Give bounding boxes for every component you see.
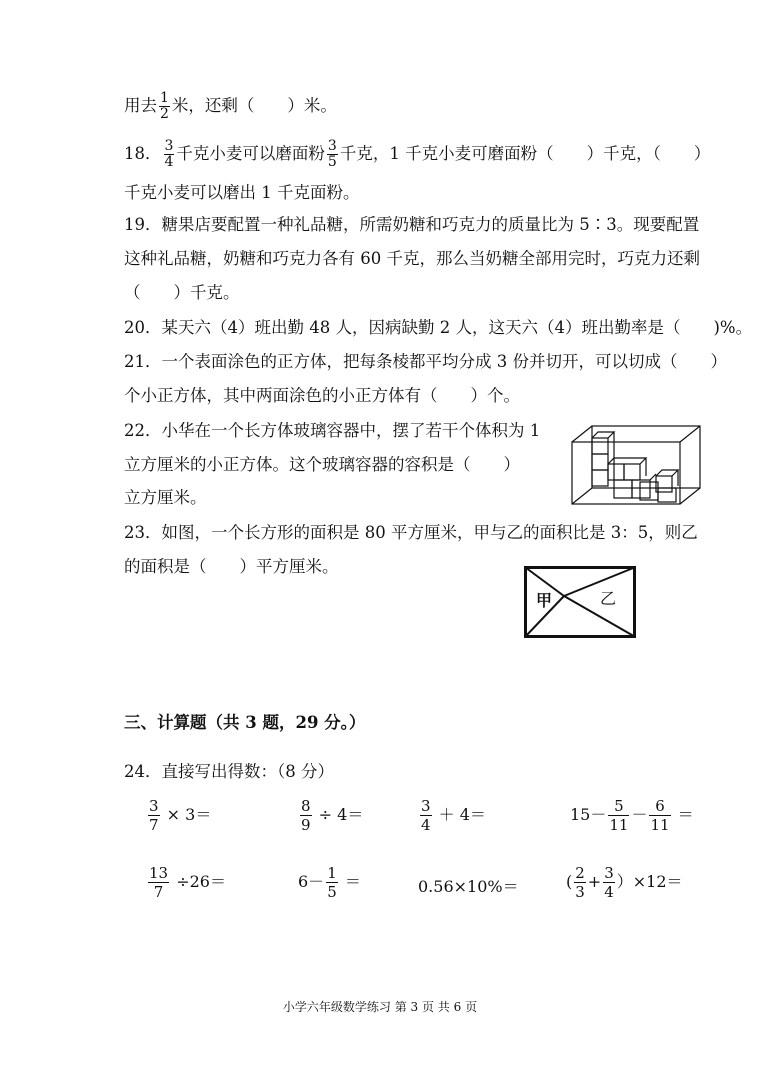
section-3-title: 三、计算题（共 3 题，29 分。）: [124, 713, 366, 732]
page-footer: 小学六年级数学练习 第 3 页 共 6 页: [282, 1000, 478, 1014]
label-yi: 乙: [600, 589, 617, 608]
label-jia: 甲: [536, 591, 553, 610]
q18-fraction-1: $\frac{3}{4}$: [164, 138, 174, 170]
q22-line2: 立方厘米的小正方体。这个玻璃容器的容积是（ ）: [124, 455, 520, 474]
q23-line1: 23．如图，一个长方形的面积是 80 平方厘米，甲与乙的面积比是 3：5，则乙: [124, 523, 698, 542]
q24-title: 24．直接写出得数：（8 分）: [124, 762, 334, 781]
q18-fraction-2: $\frac{3}{5}$: [327, 138, 337, 170]
calc-8: ( $\frac{2}{3}$ + $\frac{3}{4}$ ）×12＝: [566, 864, 683, 901]
q17-text-pre: 用去: [124, 96, 157, 115]
q19-line3: （ ）千克。: [124, 283, 240, 302]
calc-5: $\frac{13}{7}$ ÷26＝: [149, 864, 226, 901]
q19-line1: 19．糖果店要配置一种礼品糖，所需奶糖和巧克力的质量比为 5∶3。现要配置: [124, 215, 700, 234]
calc-6: 6－ $\frac{1}{5}$ ＝: [298, 864, 361, 901]
q21-line1: 21．一个表面涂色的正方体，把每条棱都平均分成 3 份并切开，可以切成（ ）: [124, 352, 727, 371]
q22-line1: 22．小华在一个长方体玻璃容器中，摆了若干个体积为 1: [124, 421, 541, 440]
q21-line2: 个小正方体，其中两面涂色的小正方体有（ ）个。: [124, 386, 520, 405]
q17-fraction: $\frac{1}{2}$: [160, 90, 169, 122]
calc-1: $\frac{3}{7}$ × 3＝: [149, 797, 212, 834]
q20-line1: 20．某天六（4）班出勤 48 人，因病缺勤 2 人，这天六（4）班出勤率是（ )%。: [124, 318, 753, 337]
q17-tail-line: [124, 91, 337, 122]
q23-line2: 的面积是（ ）平方厘米。: [124, 557, 339, 576]
q23-rectangle-figure: [524, 566, 636, 638]
q19-line2: 这种礼品糖，奶糖和巧克力各有 60 千克，那么当奶糖全部用完时，巧克力还剩: [124, 249, 700, 268]
q18-line1: 18． $\frac{3}{4}$ 千克小麦可以磨面粉 $\frac{3}{5}$ 千克，1 千克小麦可磨面粉（ ）千克，（ ）: [124, 138, 711, 170]
q22-line3: 立方厘米。: [124, 488, 207, 507]
calc-7: 0.56×10%＝: [418, 877, 519, 896]
calc-3: $\frac{3}{4}$ ＋ 4＝: [421, 797, 486, 834]
q17-text-post: 米，还剩（ ）米。: [171, 96, 337, 115]
calc-4: 15－ $\frac{5}{11}$ － $\frac{6}{11}$ ＝: [570, 797, 694, 834]
calc-2: $\frac{8}{9}$ ÷ 4＝: [301, 797, 364, 834]
q22-glass-container-figure: [566, 420, 712, 520]
q18-line2: 千克小麦可以磨出 1 千克面粉。: [124, 183, 360, 202]
